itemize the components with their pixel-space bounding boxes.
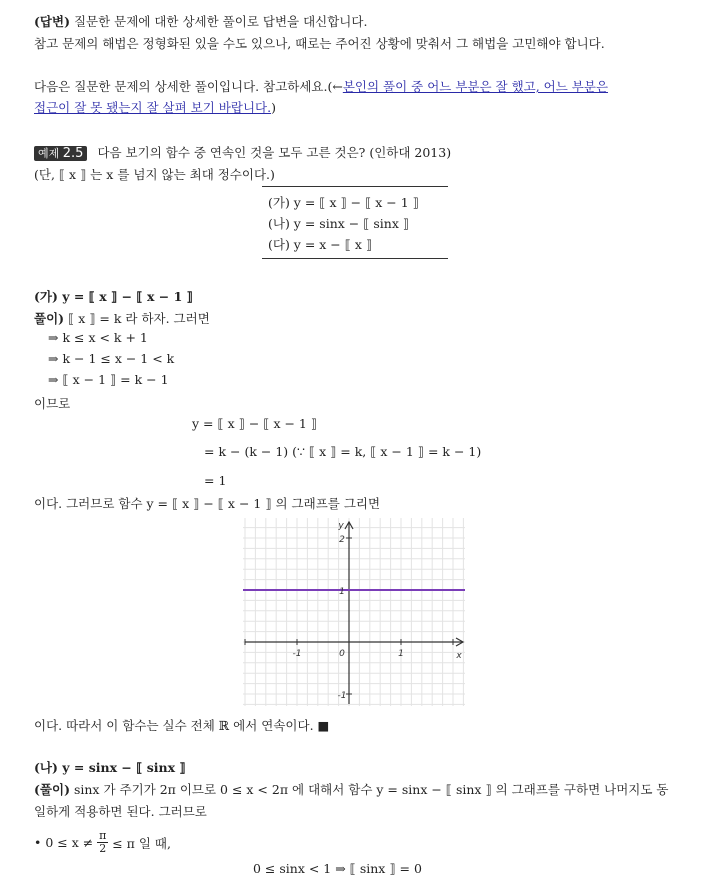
x-tick-label: 1 xyxy=(398,649,404,659)
intro-text-4: ) xyxy=(271,100,276,115)
x-tick-label: 0 xyxy=(339,649,345,659)
y-tick-label: 2 xyxy=(339,535,345,545)
badge-number: 2.5 xyxy=(62,146,84,161)
pi-over-2-fraction xyxy=(97,830,108,855)
fraction-numerator: π xyxy=(99,829,107,842)
example-question: 다음 보기의 함수 중 연속인 것을 모두 고른 것은? (인하대 2013) xyxy=(97,145,452,160)
part-b-solution-text-1: sinx 가 주기가 2π 이므로 0 ≤ x < 2π 에 대해서 함수 y = sinx − ⟦ sinx ⟧ 의 그래프를 구하면 나머지도 동 xyxy=(69,782,669,797)
choice-a: (가) y = ⟦ x ⟧ − ⟦ x − 1 ⟧ xyxy=(268,195,419,210)
part-a-solution-text: ⟦ x ⟧ = k 라 하자. 그러면 xyxy=(64,311,210,326)
part-b-result: 0 ≤ sinx < 1 ⇒ ⟦ sinx ⟧ = 0 xyxy=(253,861,422,876)
example-header xyxy=(34,143,451,161)
part-b-bullet-post: ≤ π 일 때, xyxy=(112,835,171,851)
part-a-therefore: 이므로 xyxy=(34,396,71,411)
example-condition: (단, ⟦ x ⟧ 는 x 를 넘지 않는 최대 정수이다.) xyxy=(34,167,275,182)
intro-text-1: 질문한 문제에 대한 상세한 풀이로 답변을 대신합니다. xyxy=(69,14,368,29)
part-a-heading: (가) y = ⟦ x ⟧ − ⟦ x − 1 ⟧ xyxy=(34,289,193,304)
part-b-solution-label: (풀이) xyxy=(34,782,70,797)
choice-box-bottom-rule xyxy=(262,258,448,259)
choice-c: (다) y = x − ⟦ x ⟧ xyxy=(268,237,373,252)
part-a-eq-2: = k − (k − 1) (∵ ⟦ x ⟧ = k, ⟦ x − 1 ⟧ = k − 1) xyxy=(204,444,482,459)
part-b-bullet xyxy=(34,830,171,855)
part-a-step-3: ⇒ ⟦ x − 1 ⟧ = k − 1 xyxy=(48,372,169,387)
intro-line-4 xyxy=(34,98,276,116)
part-a-step-2: ⇒ k − 1 ≤ x − 1 < k xyxy=(48,351,175,366)
y-tick-label: -1 xyxy=(337,691,347,701)
y-tick-label: 1 xyxy=(339,587,345,597)
intro-note-1: 본인의 풀이 중 어느 부분은 잘 했고, 어느 부분은 xyxy=(342,79,609,94)
x-axis-label: x xyxy=(456,651,462,661)
part-a-step-1: ⇒ k ≤ x < k + 1 xyxy=(48,330,148,345)
y-axis-label: y xyxy=(338,521,344,531)
answer-label: (답변) xyxy=(34,14,70,29)
intro-text-3: 다음은 질문한 문제의 상세한 풀이입니다. 참고하세요.(← xyxy=(34,79,343,94)
badge-prefix: 예제 xyxy=(38,147,60,160)
part-b-solution-line-2: 일하게 적용하면 된다. 그러므로 xyxy=(34,804,207,819)
intro-line-1 xyxy=(34,12,367,30)
part-a-solution-label: 풀이) xyxy=(34,311,65,326)
fraction-denominator: 2 xyxy=(99,842,107,855)
x-tick-label: -1 xyxy=(292,649,302,659)
function-graph xyxy=(243,518,465,706)
intro-line-3 xyxy=(34,77,608,95)
part-a-conclusion: 이다. 따라서 이 함수는 실수 전체 ℝ 에서 연속이다. ■ xyxy=(34,718,330,733)
intro-note-2: 접근이 잘 못 됐는지 잘 살펴 보기 바랍니다. xyxy=(34,100,272,115)
part-a-eq-3: = 1 xyxy=(204,473,227,488)
choice-box-top-rule xyxy=(262,186,448,187)
part-b-solution-line-1 xyxy=(34,780,668,798)
part-a-eq-1: y = ⟦ x ⟧ − ⟦ x − 1 ⟧ xyxy=(192,416,318,431)
part-b-bullet-pre: • 0 ≤ x ≠ xyxy=(34,835,94,850)
part-a-graph-intro: 이다. 그러므로 함수 y = ⟦ x ⟧ − ⟦ x − 1 ⟧ 의 그래프를 그리면 xyxy=(34,496,381,511)
intro-line-2: 참고 문제의 해법은 정형화된 있을 수도 있으나, 때로는 주어진 상황에 맞춰서 그 해법을 고민해야 합니다. xyxy=(34,36,605,51)
example-badge xyxy=(34,146,87,161)
part-a-solution-line xyxy=(34,309,210,327)
part-b-heading: (나) y = sinx − ⟦ sinx ⟧ xyxy=(34,760,186,775)
choice-b: (나) y = sinx − ⟦ sinx ⟧ xyxy=(268,216,410,231)
